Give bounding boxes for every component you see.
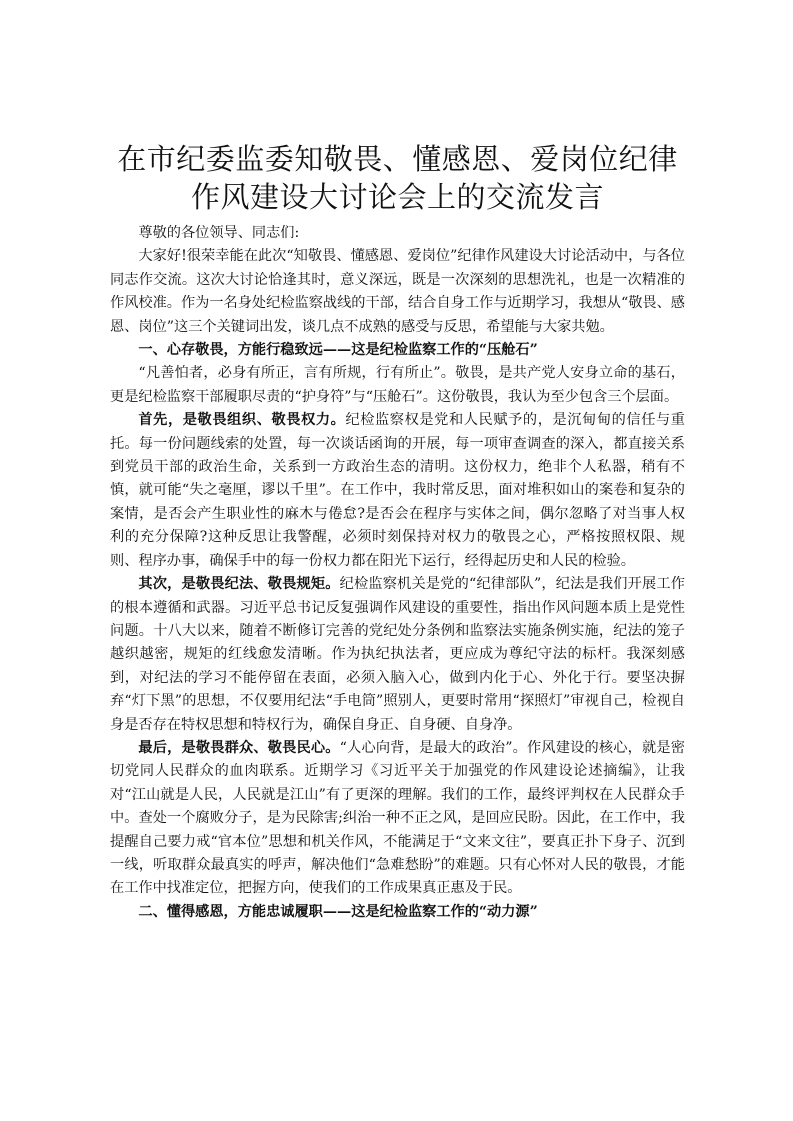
intro-paragraph: 大家好!很荣幸能在此次“知敬畏、懂感恩、爱岗位”纪律作风建设大讨论活动中，与各位同志作交流。这次大讨论恰逢其时，意义深远，既是一次深刻的思想洗礼，也是一次精准的作风校准。作为一名身处纪检监察战线的干部，结合自身工作与近期学习，我想从“敬畏、感恩、岗位”这三个关键词出发，谈几点不成熟的感受与反思，希望能与大家共勉。 [110, 248, 685, 335]
point-2-text: 纪检监察机关是党的“纪律部队”，纪法是我们开展工作的根本遵循和武器。习近平总书记反复强调作风建设的重要性，指出作风问题本质上是党性问题。十八大以来，随着不断修订完善的党纪处分条例和监察法实施条例实施，纪法的笼子越织越密，规矩的红线愈发清晰。作为执纪执法者，更应成为尊纪守法的标杆。我深刻感到，对纪法的学习不能停留在表面，必须入脑入心，做到内化于心、外化于行。要坚决摒弃“灯下黑”的思想，不仅要用纪法“手电筒”照别人，更要时常用“探照灯”审视自己，检视自身是否存在特权思想和特权行为，确保自身正、自身硬、自身净。 [110, 576, 685, 733]
document-page [110, 140, 685, 924]
salutation: 尊敬的各位领导、同志们: [138, 225, 300, 241]
point-1-lead: 首先，是敬畏组织、敬畏权力。 [138, 412, 346, 429]
document-body [110, 222, 685, 924]
point-1-text: 纪检监察权是党和人民赋予的，是沉甸甸的信任与重托。每一份问题线索的处置，每一次谈话函询的开展，每一项审查调查的深入，都直接关系到党员干部的政治生命，关系到一方政治生态的清明。这份权力，绝非个人私器，稍有不慎，就可能“失之毫厘，谬以千里”。在工作中，我时常反思，面对堆积如山的案卷和复杂的案情，是否会产生职业性的麻木与倦怠?是否会在程序与实体之间，偶尔忽略了对当事人权利的充分保障?这种反思让我警醒，必须时刻保持对权力的敬畏之心，严格按照权限、规则、程序办事，确保手中的每一份权力都在阳光下运行，经得起历史和人民的检验。 [110, 412, 685, 569]
document-title: 在市纪委监委知敬畏、懂感恩、爱岗位纪律作风建设大讨论会上的交流发言 [117, 142, 678, 214]
point-2-paragraph [110, 573, 685, 737]
point-2-lead: 其次，是敬畏纪法、敬畏规矩。 [138, 576, 340, 593]
point-3-lead: 最后，是敬畏群众、敬畏民心。 [138, 739, 340, 756]
section-2-heading: 二、懂得感恩，方能忠诚履职——这是纪检监察工作的“动力源” [138, 903, 538, 920]
section-1-intro: “凡善怕者，必身有所正，言有所规，行有所止”。敬畏，是共产党人安身立命的基石，更是纪检监察干部履职尽责的“护身符”与“压舱石”。这份敬畏，我认为至少包含三个层面。 [110, 365, 685, 405]
point-3-paragraph [110, 737, 685, 901]
section-1-heading: 一、心存敬畏，方能行稳致远——这是纪检监察工作的“压舱石” [138, 342, 538, 359]
point-1-paragraph [110, 409, 685, 573]
point-3-text: “人心向背，是最大的政治”。作风建设的核心，就是密切党同人民群众的血肉联系。近期学习《习近平关于加强党的作风建设论述摘编》，让我对“江山就是人民，人民就是江山”有了更深的理解。我们的工作，最终评判权在人民群众手中。查处一个腐败分子，是为民除害;纠治一种不正之风，是回应民盼。因此，在工作中，我提醒自己要力戒“官本位”思想和机关作风，不能满足于“文来文往”，要真正扑下身子、沉到一线，听取群众最真实的呼声，解决他们“急难愁盼”的难题。只有心怀对人民的敬畏，才能在工作中找准定位，把握方向，使我们的工作成果真正惠及于民。 [110, 739, 685, 897]
